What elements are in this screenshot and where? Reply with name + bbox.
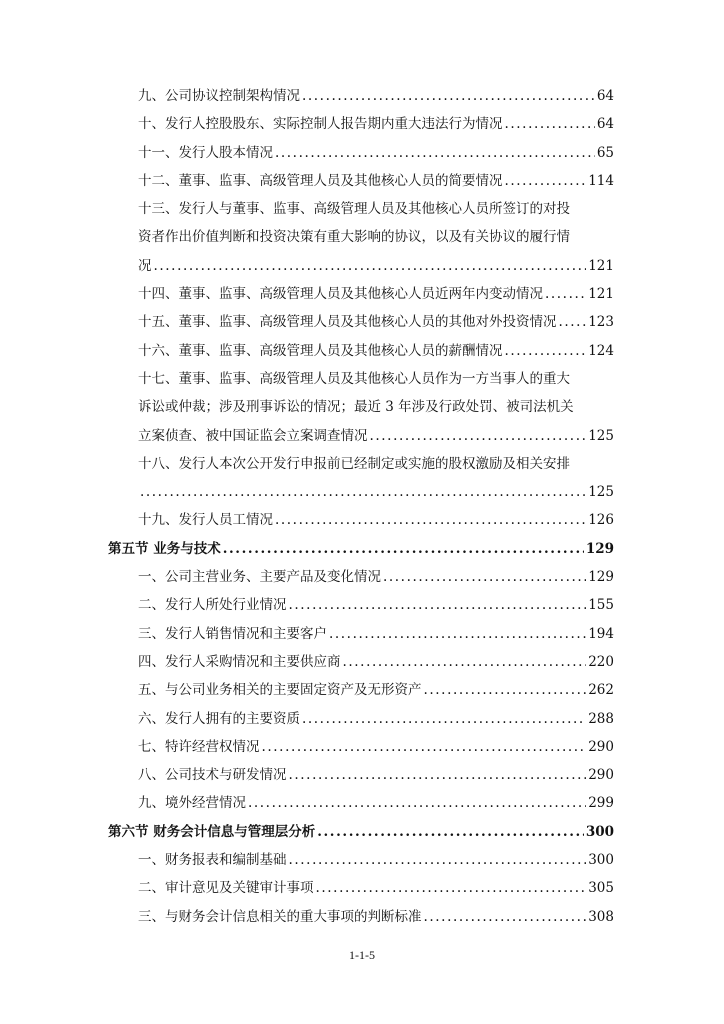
toc-page-number: 64 [596, 116, 614, 133]
toc-entry[interactable] [108, 648, 614, 676]
toc-page-number: 308 [588, 908, 614, 925]
toc-entry-title: 三、与财务会计信息相关的重大事项的判断标准 [138, 908, 422, 925]
toc-page-number: 300 [588, 852, 614, 869]
toc-page-number: 114 [588, 172, 614, 189]
toc-leader-dots [505, 337, 587, 365]
toc-entry-row [138, 139, 614, 167]
toc-leader-dots [505, 110, 595, 138]
toc-page-number: 290 [588, 767, 614, 784]
toc-entry[interactable] [108, 733, 614, 761]
toc-entry-row [138, 789, 614, 817]
page-footer [0, 948, 724, 963]
toc-entry-title: 十、发行人控股股东、实际控制人报告期内重大违法行为情况 [138, 116, 503, 133]
toc-entry-row [138, 705, 614, 733]
toc-entry-row [138, 676, 614, 704]
toc-entry[interactable] [108, 874, 614, 902]
toc-leader-dots [545, 280, 586, 308]
toc-page-number: 299 [588, 795, 614, 812]
toc-entry-title: 况 [138, 257, 152, 274]
toc-entry-row [138, 252, 614, 280]
toc-entry-title: 十一、发行人股本情况 [138, 144, 273, 161]
toc-entry[interactable] [108, 110, 614, 138]
toc-entry[interactable] [108, 280, 614, 308]
toc-leader-dots [262, 733, 587, 761]
toc-leader-dots [302, 705, 586, 733]
toc-entry-row [138, 167, 614, 195]
toc-leader-dots [275, 506, 586, 534]
toc-entry-title: 九、公司协议控制架构情况 [138, 88, 300, 104]
toc-entry-text-line: 十七、董事、监事、高级管理人员及其他核心人员作为一方当事人的重大 [138, 370, 570, 387]
toc-entry[interactable] [108, 620, 614, 648]
toc-leader-dots [275, 139, 595, 167]
toc-entry[interactable] [108, 563, 614, 591]
toc-page-number: 129 [585, 540, 614, 557]
toc-entry-title: 七、特许经营权情况 [138, 738, 260, 755]
toc-leader-dots [289, 591, 587, 619]
toc-page-number: 125 [588, 427, 614, 444]
toc-entry[interactable] [108, 308, 614, 336]
toc-page-number: 155 [588, 597, 614, 614]
toc-leader-dots [223, 535, 584, 563]
toc-entry-title: 二、发行人所处行业情况 [138, 597, 287, 614]
toc-entry[interactable] [108, 337, 614, 365]
toc-entry-title: 三、发行人销售情况和主要客户 [138, 625, 327, 642]
toc-entry-title: 九、境外经营情况 [138, 795, 246, 812]
toc-entry-row [138, 110, 614, 138]
toc-page-number: 121 [588, 286, 614, 303]
toc-page-number: 262 [588, 682, 614, 699]
toc-entry[interactable] [108, 139, 614, 167]
toc-section-entry[interactable] [108, 535, 614, 563]
toc-entry-row [138, 506, 614, 534]
toc-entry[interactable] [108, 591, 614, 619]
toc-leader-dots [424, 676, 587, 704]
toc-entry-text-line: 十八、发行人本次公开发行申报前已经制定或实施的股权激励及相关安排 [138, 455, 570, 472]
toc-entry-text-line: 资者作出价值判断和投资决策有重大影响的协议，以及有关协议的履行情 [138, 229, 570, 246]
toc-entry-title: 一、财务报表和编制基础 [138, 852, 287, 869]
toc-entry-row [108, 535, 614, 563]
toc-entry-title: 二、审计意见及关键审计事项 [138, 880, 314, 897]
toc-entry[interactable] [108, 903, 614, 931]
toc-entry[interactable] [108, 365, 614, 450]
toc-entry-row [138, 846, 614, 874]
toc-leader-dots [140, 478, 586, 506]
toc-leader-dots [370, 422, 587, 450]
toc-page-number: 129 [588, 569, 614, 586]
toc-entry-row [138, 422, 614, 450]
toc-section-entry[interactable] [108, 818, 614, 846]
toc-entry-title: 十六、董事、监事、高级管理人员及其他核心人员的薪酬情况 [138, 342, 503, 359]
toc-entry-row [138, 874, 614, 902]
toc-entry-row [138, 478, 614, 506]
toc-entry-row [138, 280, 614, 308]
toc-entry-title: 十二、董事、监事、高级管理人员及其他核心人员的简要情况 [138, 172, 503, 189]
toc-entry-title: 一、公司主营业务、主要产品及变化情况 [138, 569, 381, 586]
toc-leader-dots [289, 761, 587, 789]
toc-page-number: 126 [588, 512, 614, 529]
toc-page-number: 300 [585, 823, 614, 840]
toc-page-number: 121 [588, 257, 614, 274]
toc-leader-dots [343, 648, 587, 676]
toc-page-number: 65 [596, 144, 614, 161]
toc-page-number: 64 [596, 88, 614, 104]
toc-page-number: 220 [588, 653, 614, 670]
toc-entry-row [138, 620, 614, 648]
table-of-contents [108, 82, 614, 931]
toc-page-number: 123 [588, 314, 614, 331]
toc-entry-row [138, 308, 614, 336]
toc-page-number: 194 [588, 625, 614, 642]
toc-page-number: 305 [588, 880, 614, 897]
toc-entry-title: 五、与公司业务相关的主要固定资产及无形资产 [138, 682, 422, 699]
toc-entry-title: 八、公司技术与研发情况 [138, 767, 287, 784]
toc-entry-text-line: 诉讼或仲裁；涉及刑事诉讼的情况；最近 3 年涉及行政处罚、被司法机关 [138, 399, 574, 416]
toc-leader-dots [289, 846, 587, 874]
toc-entry[interactable] [108, 450, 614, 507]
toc-entry-title: 十九、发行人员工情况 [138, 512, 273, 529]
toc-entry[interactable] [108, 705, 614, 733]
toc-entry-text-line: 十三、发行人与董事、监事、高级管理人员及其他核心人员所签订的对投 [138, 201, 570, 218]
toc-entry-row [138, 563, 614, 591]
toc-entry[interactable] [108, 195, 614, 280]
toc-leader-dots [383, 563, 586, 591]
toc-entry-title: 十五、董事、监事、高级管理人员及其他核心人员的其他对外投资情况 [138, 314, 557, 331]
toc-entry-row [108, 818, 614, 846]
toc-leader-dots [154, 252, 587, 280]
toc-leader-dots [424, 903, 587, 931]
toc-entry-row [138, 591, 614, 619]
toc-entry-title: 四、发行人采购情况和主要供应商 [138, 653, 341, 670]
toc-entry-title: 六、发行人拥有的主要资质 [138, 710, 300, 727]
toc-leader-dots [317, 818, 584, 846]
toc-entry[interactable] [108, 82, 614, 110]
toc-entry-title: 第五节 业务与技术 [108, 540, 221, 557]
toc-entry-row [138, 903, 614, 931]
toc-leader-dots [248, 789, 586, 817]
toc-entry-title: 第六节 财务会计信息与管理层分析 [108, 823, 316, 840]
toc-entry-row [138, 648, 614, 676]
toc-page-number: 124 [588, 342, 614, 359]
toc-entry-row [138, 761, 614, 789]
toc-leader-dots [559, 308, 587, 336]
toc-entry[interactable] [108, 506, 614, 534]
toc-entry-row [138, 337, 614, 365]
toc-entry-title: 十四、董事、监事、高级管理人员及其他核心人员近两年内变动情况 [138, 286, 543, 303]
toc-entry[interactable] [108, 846, 614, 874]
toc-entry[interactable] [108, 676, 614, 704]
toc-entry[interactable] [108, 167, 614, 195]
toc-leader-dots [329, 620, 586, 648]
page-number-label: 1-1-5 [349, 948, 375, 962]
toc-leader-dots [505, 167, 587, 195]
toc-page-number: 288 [588, 710, 614, 727]
toc-entry[interactable] [108, 761, 614, 789]
toc-entry-title: 立案侦查、被中国证监会立案调查情况 [138, 427, 368, 444]
toc-leader-dots [302, 82, 595, 110]
toc-entry[interactable] [108, 789, 614, 817]
toc-page-number: 125 [588, 484, 614, 501]
toc-page-number: 290 [588, 738, 614, 755]
toc-entry-row [138, 82, 614, 110]
toc-leader-dots [316, 874, 587, 902]
toc-entry-row [138, 733, 614, 761]
